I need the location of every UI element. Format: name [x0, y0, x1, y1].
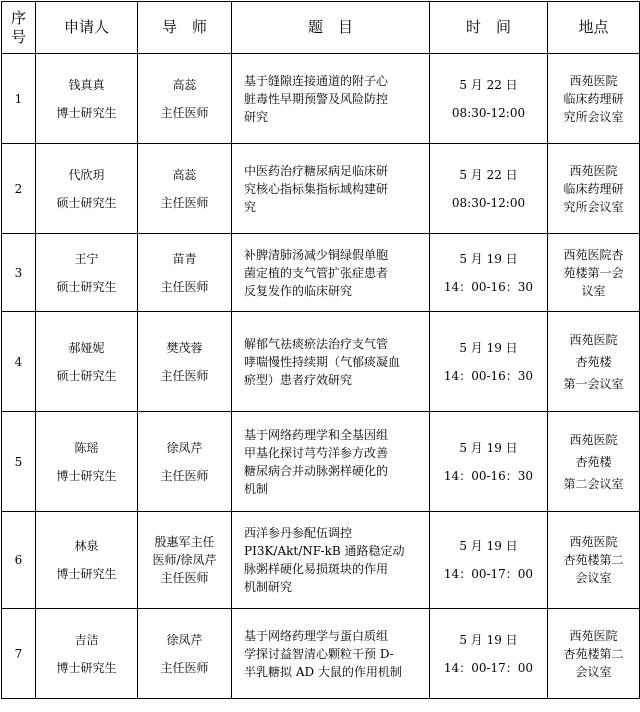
place-cell-line: 西苑医院	[569, 432, 618, 447]
applicant-cell-line: 郝娅妮	[68, 340, 105, 355]
place-cell	[548, 234, 640, 312]
advisor-cell	[138, 512, 232, 609]
thesis-title-cell-line: 解郁气祛痰瘀法治疗支气管	[244, 336, 389, 351]
advisor-cell-line: 苗青	[172, 251, 197, 266]
row-number-line: 4	[14, 354, 23, 369]
place-cell-line: 杏苑楼第二	[563, 553, 624, 567]
table-row	[2, 412, 640, 512]
place-cell-line: 会议室	[575, 571, 612, 585]
table-row	[2, 54, 640, 144]
advisor-cell-line: 主任医师	[160, 660, 209, 675]
row-number	[2, 412, 36, 512]
applicant-cell-line: 博士研究生	[56, 468, 117, 483]
time-cell-line: 08:30-12:00	[451, 195, 526, 210]
applicant-cell-line: 代欣玥	[68, 167, 105, 182]
place-cell-line: 西苑医院	[569, 163, 618, 178]
header-place: 地点	[548, 2, 640, 54]
applicant-cell	[36, 144, 138, 234]
advisor-cell-line: 主任医师	[160, 279, 209, 294]
row-number	[2, 512, 36, 609]
row-number-line: 7	[14, 646, 23, 661]
thesis-title-cell-line: 机制研究	[244, 580, 293, 594]
applicant-cell-line: 陈瑶	[74, 440, 99, 455]
applicant-cell-line: 硕士研究生	[56, 195, 117, 210]
thesis-title-cell	[232, 312, 430, 412]
place-cell-line: 第二会议室	[563, 476, 624, 491]
place-cell-line: 杏苑楼	[575, 354, 612, 369]
time-cell	[430, 609, 548, 699]
advisor-cell-line: 高蕊	[172, 77, 197, 92]
applicant-cell	[36, 512, 138, 609]
table-row	[2, 512, 640, 609]
advisor-cell	[138, 609, 232, 699]
applicant-cell-line: 博士研究生	[56, 660, 117, 675]
table-row	[2, 144, 640, 234]
advisor-cell-line: 殷惠军主任	[154, 535, 215, 549]
row-number	[2, 144, 36, 234]
thesis-title-cell-line: 研究	[244, 109, 269, 124]
row-number-line: 6	[14, 553, 23, 567]
time-cell-line: 14：00-16：30	[443, 368, 534, 383]
place-cell-line: 西苑医院	[569, 332, 618, 347]
time-cell-line: 5 月 19 日	[459, 251, 518, 266]
applicant-cell-line: 钱真真	[68, 77, 105, 92]
thesis-title-cell-line: 补脾清肺汤减少铜绿假单胞	[244, 247, 389, 262]
advisor-cell	[138, 234, 232, 312]
applicant-cell	[36, 54, 138, 144]
table-row	[2, 312, 640, 412]
place-cell-line: 临床药理研	[563, 91, 624, 106]
thesis-title-cell-line: 哮喘慢性持续期（气郁痰凝血	[244, 354, 401, 369]
thesis-title-cell-line: 究核心指标集指标域构建研	[244, 181, 389, 196]
header-advisor: 导 师	[138, 2, 232, 54]
header-title: 题 目	[232, 2, 430, 54]
time-cell	[430, 54, 548, 144]
thesis-title-cell-line: 半乳糖拟 AD 大鼠的作用机制	[244, 664, 402, 679]
applicant-cell-line: 硕士研究生	[56, 279, 117, 294]
time-cell	[430, 312, 548, 412]
thesis-title-cell	[232, 512, 430, 609]
applicant-cell-line: 王宁	[74, 251, 99, 266]
place-cell-line: 西苑医院杏	[563, 247, 624, 262]
thesis-title-cell	[232, 609, 430, 699]
advisor-cell-line: 主任医师	[160, 468, 209, 483]
applicant-cell	[36, 234, 138, 312]
row-number-line: 1	[14, 91, 23, 106]
time-cell-line: 14：00-17：00	[443, 567, 534, 581]
place-cell	[548, 312, 640, 412]
time-cell	[430, 234, 548, 312]
time-cell-line: 5 月 19 日	[459, 340, 518, 355]
thesis-title-cell-line: 基于缝隙连接通道的附子心	[244, 73, 389, 88]
place-cell-line: 究所会议室	[563, 109, 624, 124]
place-cell-line: 杏苑楼第二	[563, 646, 624, 661]
advisor-cell	[138, 54, 232, 144]
place-cell-line: 究所会议室	[563, 199, 624, 214]
thesis-title-cell-line: 菌定植的支气管扩张症患者	[244, 265, 389, 280]
advisor-cell-line: 主任医师	[160, 195, 209, 210]
thesis-title-cell-line: 究	[244, 199, 257, 214]
place-cell	[548, 54, 640, 144]
advisor-cell-line: 樊茂蓉	[166, 340, 203, 355]
time-cell-line: 14：00-17：00	[443, 660, 534, 675]
time-cell-line: 14：00-16：30	[443, 279, 534, 294]
thesis-title-cell-line: 瘀型）患者疗效研究	[244, 372, 353, 387]
place-cell	[548, 512, 640, 609]
place-cell	[548, 144, 640, 234]
table-row	[2, 609, 640, 699]
row-number	[2, 234, 36, 312]
time-cell-line: 14：00-16：30	[443, 468, 534, 483]
thesis-title-cell-line: 脏毒性早期预警及风险防控	[244, 91, 389, 106]
place-cell-line: 西苑医院	[569, 73, 618, 88]
place-cell-line: 会议室	[575, 664, 612, 679]
applicant-cell-line: 硕士研究生	[56, 368, 117, 383]
defense-schedule-table	[1, 1, 640, 699]
time-cell-line: 5 月 19 日	[459, 539, 518, 553]
row-number	[2, 54, 36, 144]
time-cell-line: 5 月 22 日	[459, 167, 518, 182]
header-no	[2, 2, 36, 54]
place-cell-line: 议室	[581, 283, 606, 298]
thesis-title-cell-line: PI3K/Akt/NF-kB 通路稳定动	[244, 544, 405, 558]
thesis-title-cell	[232, 54, 430, 144]
thesis-title-cell-line: 基于网络药理学与蛋白质组	[244, 628, 389, 643]
applicant-cell	[36, 412, 138, 512]
advisor-cell-line: 主任医师	[160, 105, 209, 120]
applicant-cell-line: 林泉	[74, 539, 99, 553]
place-cell-line: 苑楼第一会	[563, 265, 624, 280]
time-cell-line: 5 月 19 日	[459, 440, 518, 455]
place-cell-line: 杏苑楼	[575, 454, 612, 469]
thesis-title-cell-line: 脉粥样硬化易损斑块的作用	[244, 562, 389, 576]
applicant-cell	[36, 312, 138, 412]
header-row	[2, 2, 640, 54]
applicant-cell-line: 博士研究生	[56, 105, 117, 120]
advisor-cell-line: 徐凤芹	[166, 440, 203, 455]
applicant-cell-line: 吉洁	[74, 632, 99, 647]
advisor-cell-line: 医师/徐凤芹	[152, 553, 217, 567]
place-cell-line: 西苑医院	[569, 535, 618, 549]
header-time: 时 间	[430, 2, 548, 54]
thesis-title-cell-line: 反复发作的临床研究	[244, 283, 353, 298]
place-cell-line: 第一会议室	[563, 376, 624, 391]
thesis-title-cell	[232, 412, 430, 512]
thesis-title-cell-line: 学探讨益智清心颗粒干预 D-	[244, 646, 394, 661]
place-cell-line: 西苑医院	[569, 628, 618, 643]
advisor-cell	[138, 144, 232, 234]
time-cell	[430, 512, 548, 609]
thesis-title-cell-line: 甲基化探讨芎芍洋参方改善	[244, 445, 389, 460]
advisor-cell-line: 主任医师	[160, 368, 209, 383]
advisor-cell	[138, 412, 232, 512]
applicant-cell-line: 博士研究生	[56, 567, 117, 581]
thesis-title-cell-line: 基于网络药理学和全基因组	[244, 427, 389, 442]
thesis-title-cell-line: 西洋参丹参配伍调控	[244, 526, 353, 540]
time-cell	[430, 412, 548, 512]
thesis-title-cell-line: 中医药治疗糖尿病足临床研	[244, 163, 389, 178]
time-cell-line: 5 月 19 日	[459, 632, 518, 647]
header-no-label: 序号	[10, 8, 26, 46]
place-cell	[548, 609, 640, 699]
thesis-title-cell-line: 糖尿病合并动脉粥样硬化的	[244, 463, 389, 478]
thesis-title-cell	[232, 144, 430, 234]
row-number-line: 2	[14, 181, 23, 196]
applicant-cell	[36, 609, 138, 699]
time-cell-line: 5 月 22 日	[459, 77, 518, 92]
row-number	[2, 609, 36, 699]
time-cell	[430, 144, 548, 234]
advisor-cell	[138, 312, 232, 412]
row-number-line: 5	[14, 454, 23, 469]
time-cell-line: 08:30-12:00	[451, 105, 526, 120]
row-number	[2, 312, 36, 412]
advisor-cell-line: 徐凤芹	[166, 632, 203, 647]
place-cell	[548, 412, 640, 512]
thesis-title-cell-line: 机制	[244, 481, 269, 496]
row-number-line: 3	[14, 265, 23, 280]
advisor-cell-line: 主任医师	[160, 571, 209, 585]
advisor-cell-line: 高蕊	[172, 167, 197, 182]
thesis-title-cell	[232, 234, 430, 312]
header-applicant: 申请人	[36, 2, 138, 54]
table-row	[2, 234, 640, 312]
place-cell-line: 临床药理研	[563, 181, 624, 196]
